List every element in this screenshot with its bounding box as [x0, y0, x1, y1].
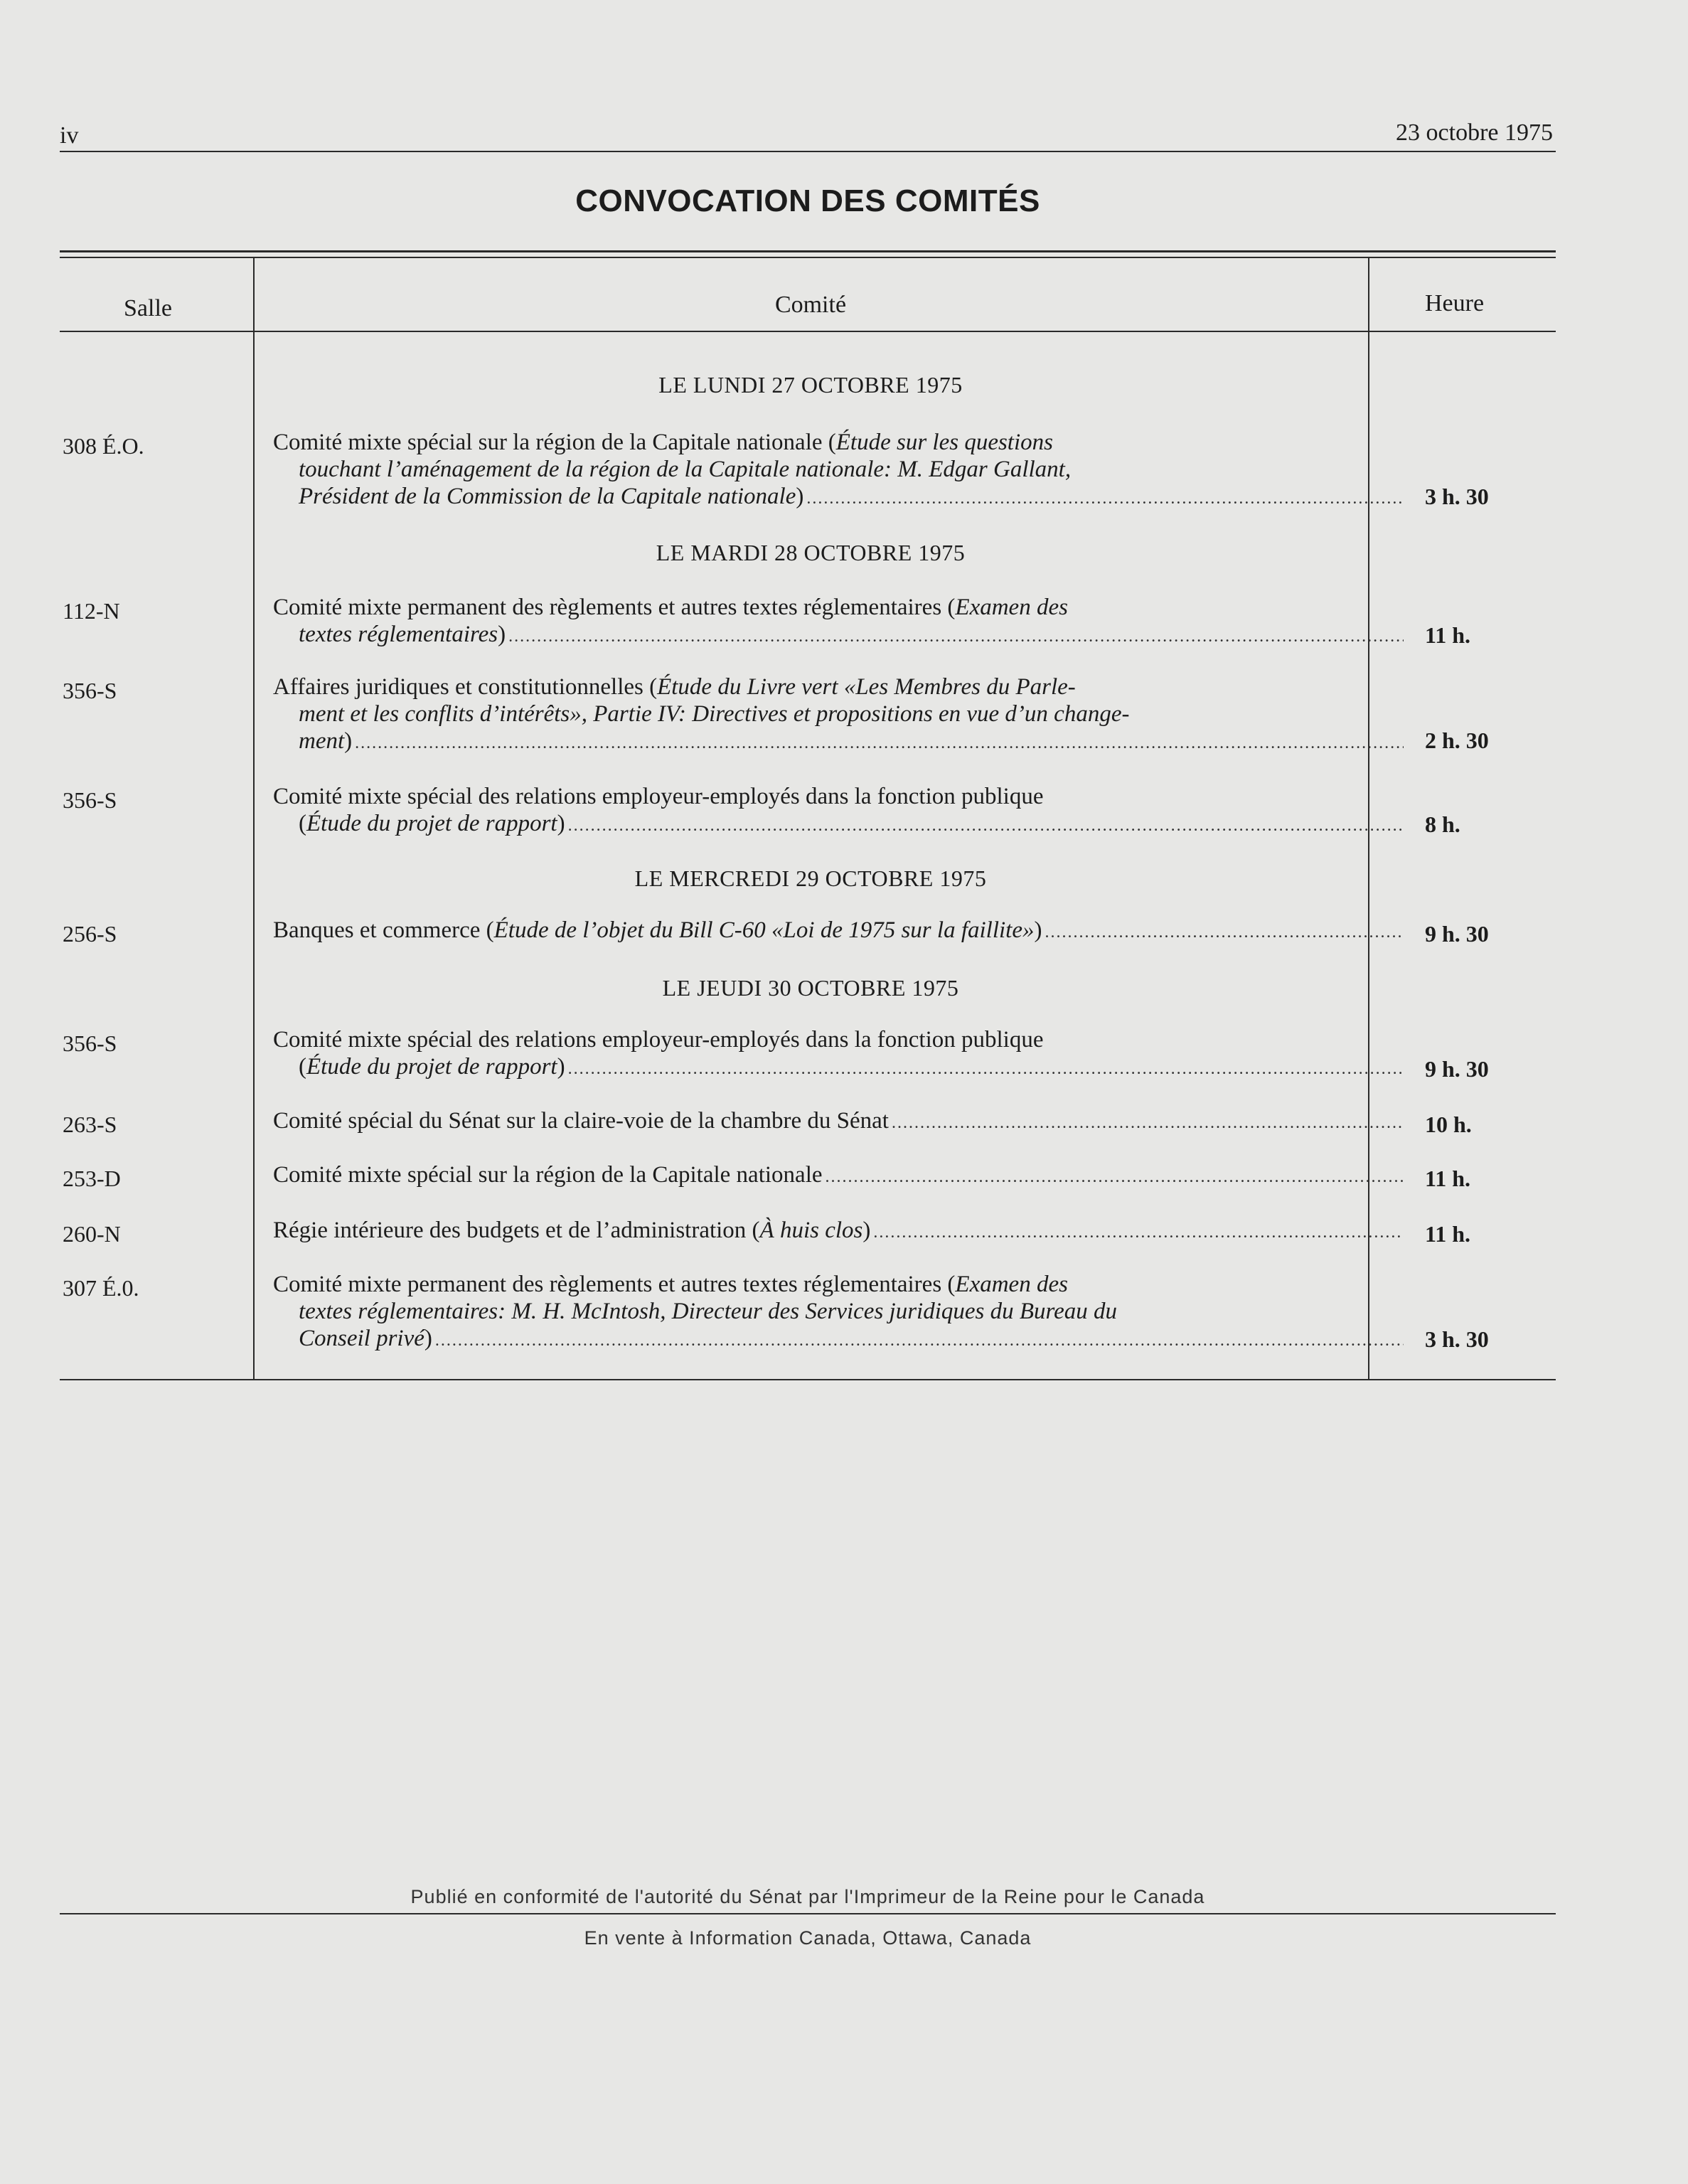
- committee-entry: Affaires juridiques et constitutionnelles (Étude du Livre vert «Les Membres du Parle- ment et les conflits d’intérêts», Partie IV: Directives et propositions en vue d’un change- ment) .....: [273, 673, 1406, 757]
- meeting-time: 9 h. 30: [1425, 1056, 1489, 1082]
- header-rule: [60, 151, 1556, 152]
- committee-entry: Banques et commerce (Étude de l’objet du Bill C-60 «Loi de 1975 sur la faillite») .....: [273, 917, 1406, 946]
- room-number: 356-S: [63, 678, 117, 703]
- committee-entry: Comité spécial du Sénat sur la claire-voie de la chambre du Sénat .....: [273, 1107, 1406, 1136]
- meeting-time: 8 h.: [1425, 811, 1460, 837]
- committee-entry: Comité mixte permanent des règlements et autres textes réglementaires (Examen des textes réglementaires: M. H. McIntosh, Directeur des Services juridiques du Bureau du Conseil privé) .....: [273, 1271, 1406, 1354]
- footer-rule: [60, 1913, 1556, 1914]
- meeting-time: 3 h. 30: [1425, 484, 1489, 509]
- meeting-time: 3 h. 30: [1425, 1326, 1489, 1352]
- meeting-time: 2 h. 30: [1425, 728, 1489, 753]
- room-number: 253-D: [63, 1166, 121, 1191]
- committee-entry: Comité mixte spécial des relations employeur-employés dans la fonction publique (Étude du projet de rapport) .....: [273, 783, 1406, 839]
- page-number: iv: [60, 122, 79, 149]
- day-heading: LE LUNDI 27 OCTOBRE 1975: [658, 372, 963, 398]
- sales-note: En vente à Information Canada, Ottawa, Canada: [584, 1927, 1032, 1949]
- room-number: 308 É.O.: [63, 433, 144, 459]
- day-heading: LE MARDI 28 OCTOBRE 1975: [656, 540, 966, 565]
- room-number: 256-S: [63, 921, 117, 947]
- page-title: CONVOCATION DES COMITÉS: [575, 183, 1040, 218]
- room-number: 307 É.0.: [63, 1275, 139, 1301]
- page-date: 23 octobre 1975: [1396, 119, 1553, 146]
- day-heading: LE JEUDI 30 OCTOBRE 1975: [662, 975, 959, 1001]
- meeting-time: 11 h.: [1425, 1166, 1471, 1191]
- column-header-salle: Salle: [124, 295, 172, 321]
- committee-entry: Comité mixte permanent des règlements et autres textes réglementaires (Examen des textes réglementaires) .....: [273, 594, 1406, 650]
- committee-entry: Régie intérieure des budgets et de l’administration (À huis clos) .....: [273, 1217, 1406, 1246]
- room-number: 356-S: [63, 1030, 117, 1056]
- room-number: 356-S: [63, 787, 117, 813]
- room-number: 112-N: [63, 598, 120, 624]
- meeting-time: 11 h.: [1425, 1221, 1471, 1247]
- meeting-time: 9 h. 30: [1425, 921, 1489, 947]
- committee-table: [60, 250, 1556, 1380]
- header-divider: [60, 331, 1556, 332]
- column-header-comite: Comité: [774, 292, 847, 318]
- committee-entry: Comité mixte spécial sur la région de la Capitale nationale .....: [273, 1161, 1406, 1190]
- column-header-heure: Heure: [1425, 290, 1485, 316]
- meeting-time: 10 h.: [1425, 1112, 1472, 1137]
- meeting-time: 11 h.: [1425, 622, 1471, 648]
- room-number: 263-S: [63, 1112, 117, 1137]
- room-number: 260-N: [63, 1221, 121, 1247]
- day-heading: LE MERCREDI 29 OCTOBRE 1975: [634, 865, 987, 891]
- column-divider: [253, 258, 255, 1379]
- publisher-note: Publié en conformité de l'autorité du Sénat par l'Imprimeur de la Reine pour le Canada: [410, 1886, 1205, 1907]
- committee-entry: Comité mixte spécial des relations employeur-employés dans la fonction publique (Étude du projet de rapport) .....: [273, 1026, 1406, 1082]
- committee-entry: Comité mixte spécial sur la région de la Capitale nationale (Étude sur les questions touchant l’aménagement de la région de la Capitale nationale: M. Edgar Gallant, Président de la Commission de la Capitale nationale) .....: [273, 429, 1406, 512]
